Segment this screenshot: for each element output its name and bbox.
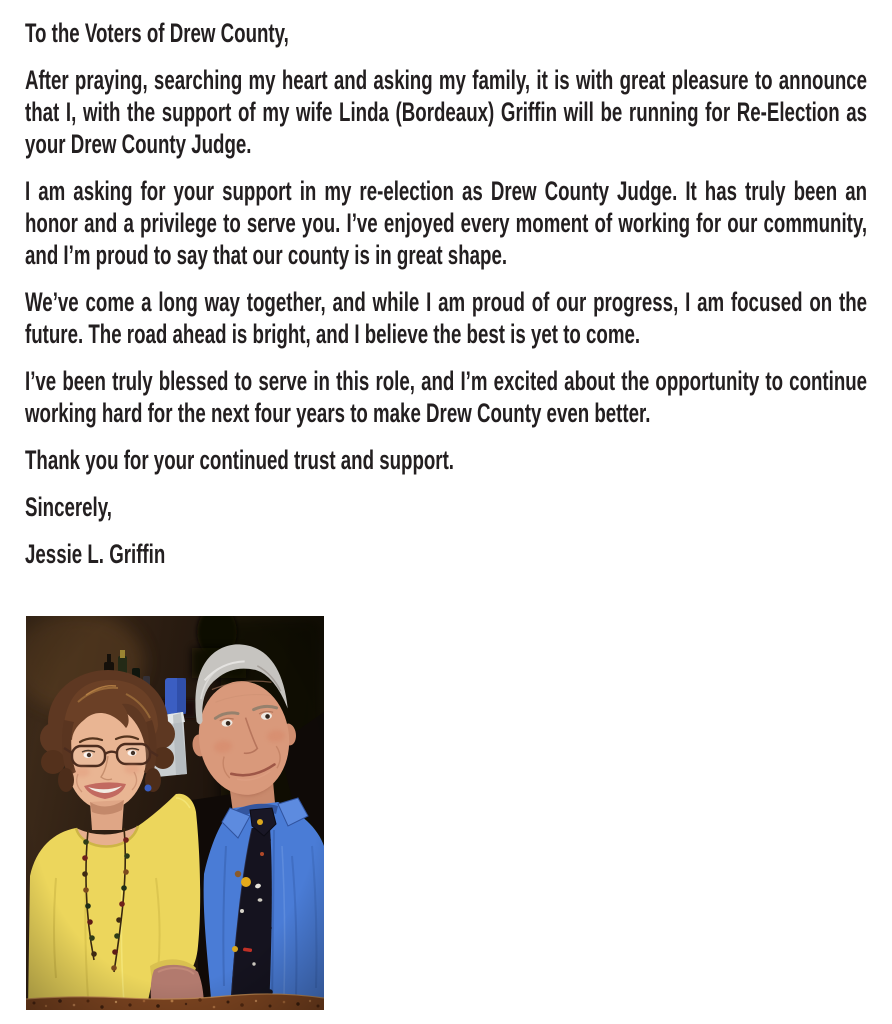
letter-paragraph: After praying, searching my heart and asking my family, it is with great pleasure to announce that I, with the support of my wife Linda (Bordeaux) Griffin will be running for Re-Election as your Drew County Judge.: [25, 65, 868, 159]
letter-paragraph: Thank you for your continued trust and support.: [25, 445, 455, 475]
photo-vignette: [26, 616, 324, 1010]
couple-photo: [26, 616, 324, 1010]
letter-paragraph: Jessie L. Griffin: [25, 539, 166, 569]
letter-paragraph: Sincerely,: [25, 492, 112, 522]
letter-body: [25, 17, 867, 570]
letter-paragraph: I am asking for your support in my re-election as Drew County Judge. It has truly been an honor and a privilege to serve you. I’ve enjoyed every moment of working for our community, and I’m proud to say that our county is in great shape.: [25, 176, 868, 270]
letter-paragraph: To the Voters of Drew County,: [25, 18, 289, 48]
couple-photo-illustration: [26, 616, 324, 1010]
letter-paragraph: We’ve come a long way together, and while I am proud of our progress, I am focused on the future. The road ahead is bright, and I believe the best is yet to come.: [25, 287, 868, 349]
letter-paragraph: I’ve been truly blessed to serve in this role, and I’m excited about the opportunity to continue working hard for the next four years to make Drew County even better.: [25, 366, 868, 428]
